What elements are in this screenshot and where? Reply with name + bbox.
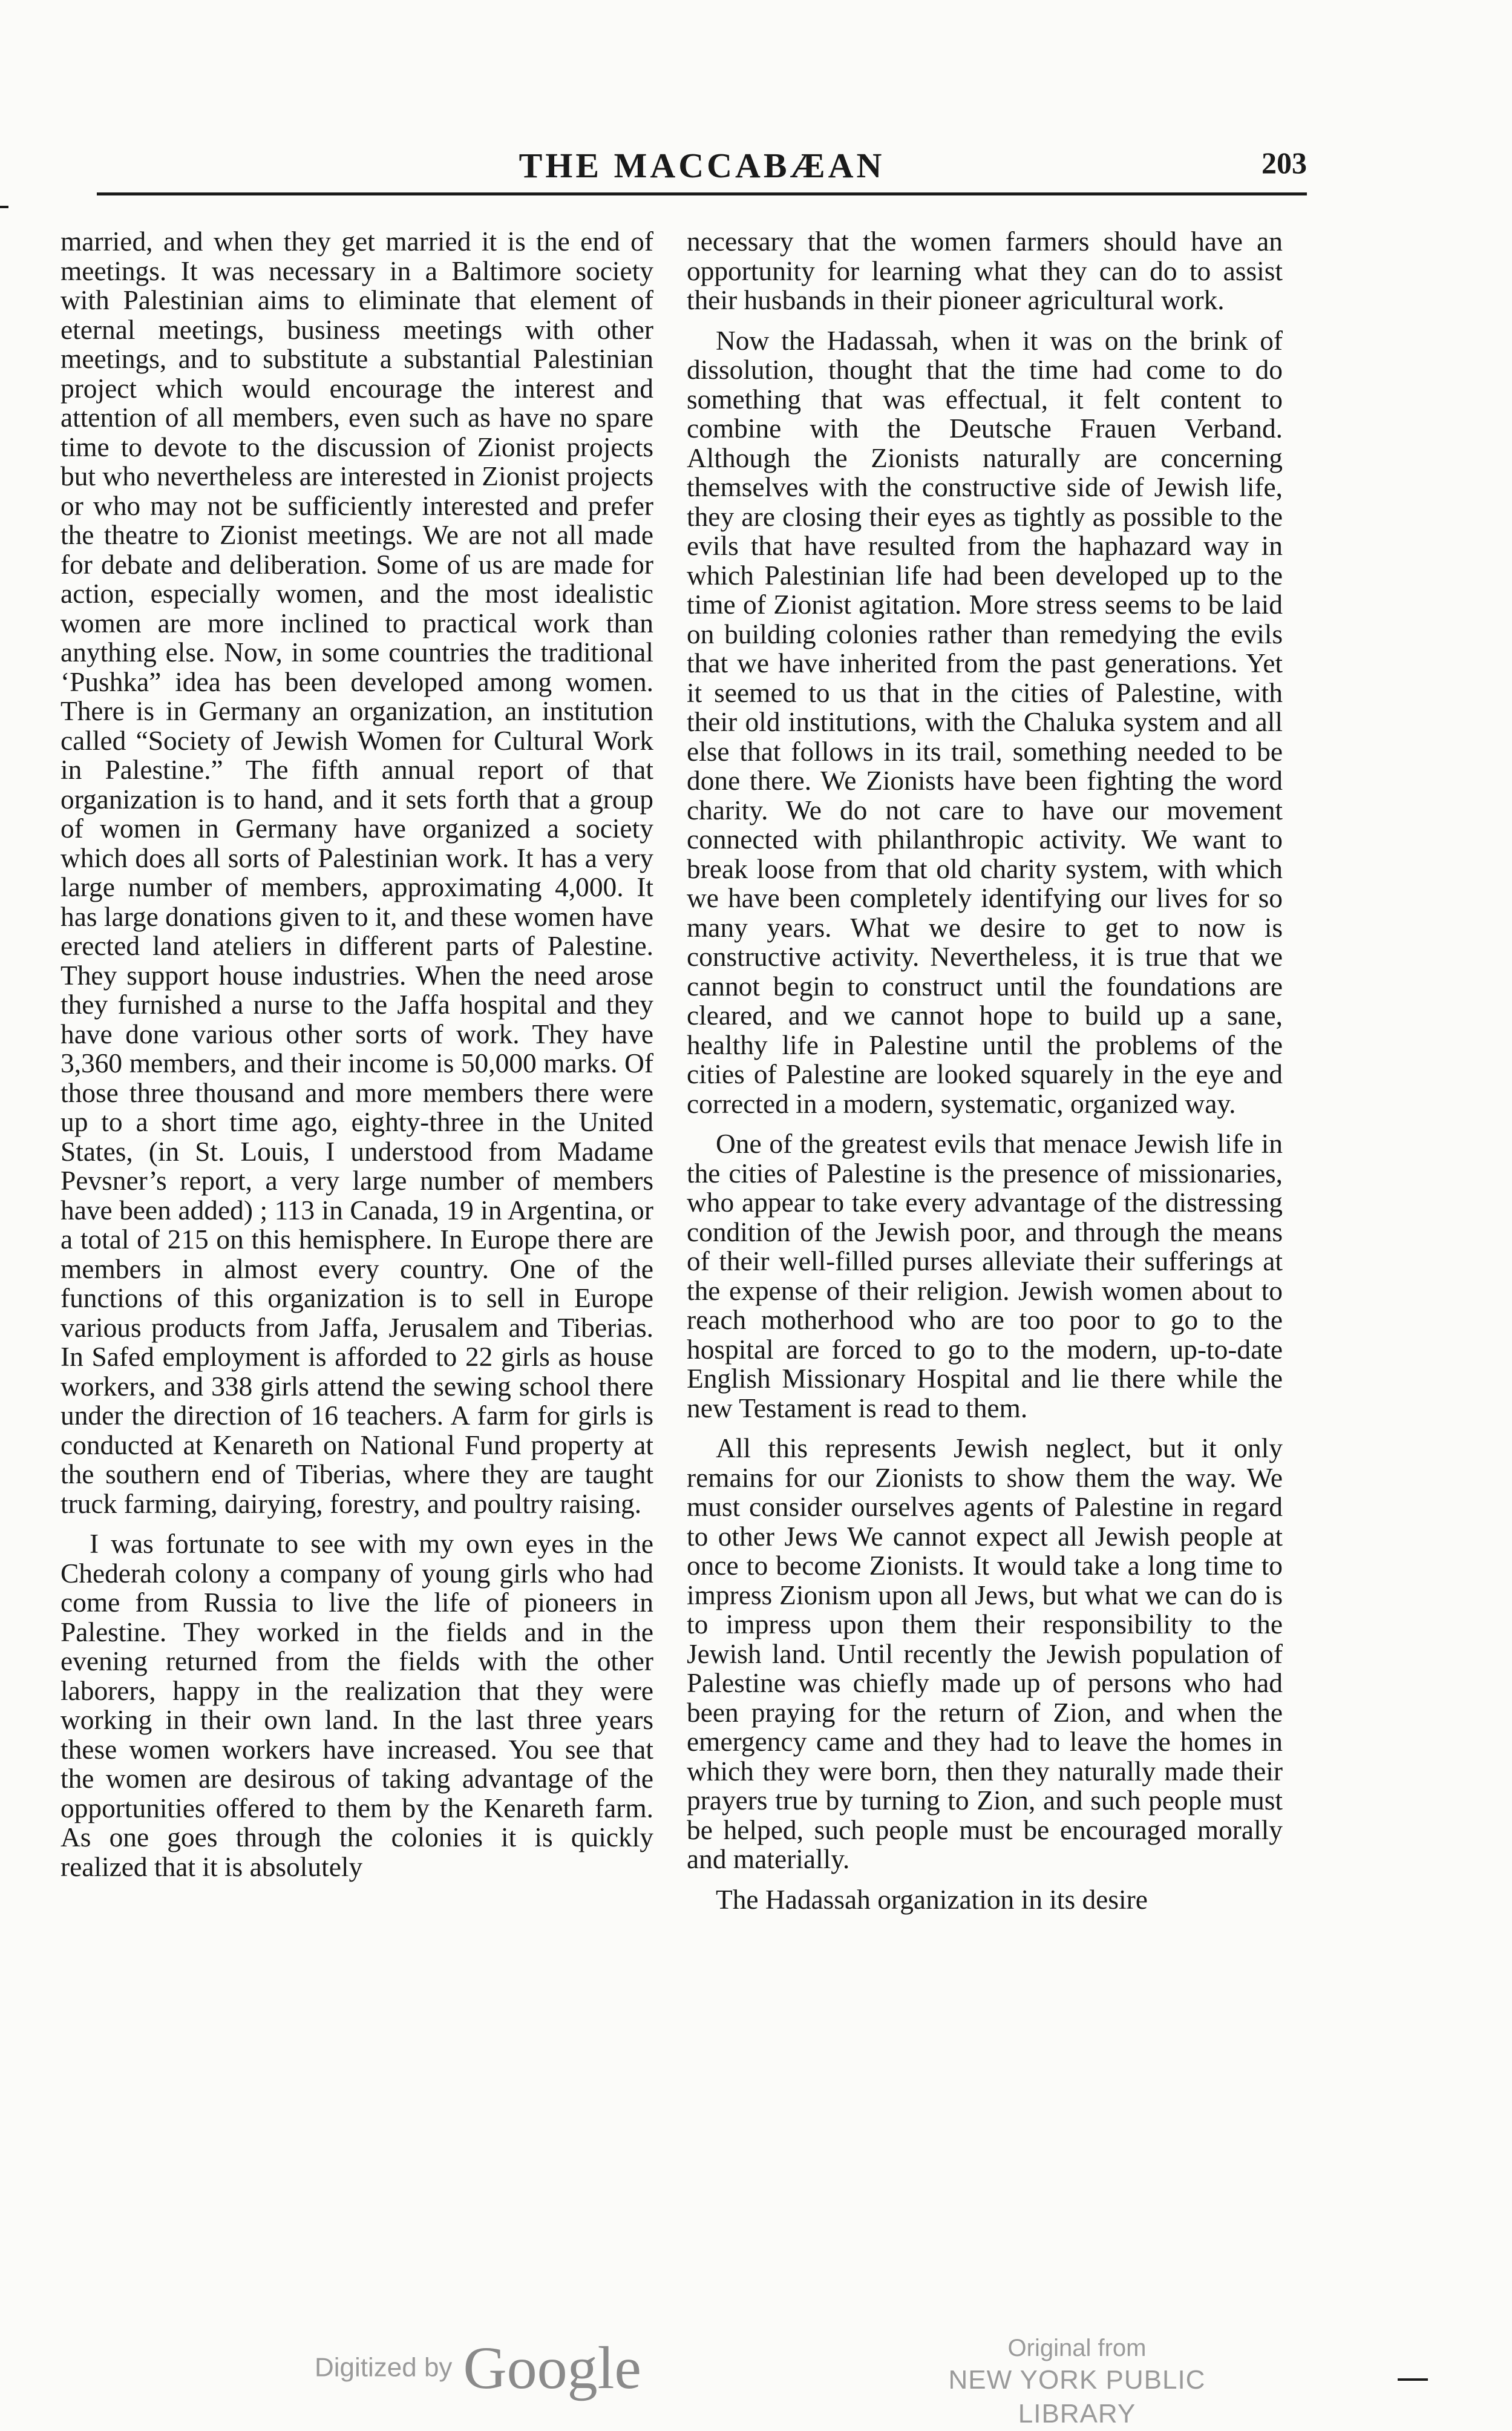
source-notice <box>889 2333 1265 2431</box>
original-from-label: Original from <box>1007 2335 1147 2361</box>
paragraph: The Hadassah organization in its desire <box>716 1884 1148 1915</box>
margin-mark <box>1398 2378 1428 2381</box>
margin-mark <box>0 206 8 208</box>
google-logo: Google <box>463 2334 641 2401</box>
paragraph: One of the greatest evils that menace Jewish life in the cities of Palestine is the presence of missionaries, who appear to take every advantage of the distressing condition of the Jewish poor, and through the means of their well-filled purses alleviate their sufferings at the expense of their religion. Jewish women about to reach motherhood who are too poor to go to the hospital are forced to go to the modern, up-to-date English Missionary Hospital and lie there while the new Testament is read to them. <box>687 1129 1283 1423</box>
left-column <box>61 227 653 1881</box>
header-rule <box>97 192 1307 195</box>
paragraph: necessary that the women farmers should have an opportunity for learning what they can do to assist their husbands in their pioneer agricultural work. <box>687 226 1283 315</box>
page-header <box>97 145 1307 200</box>
paragraph: I was fortunate to see with my own eyes in the Chederah colony a company of young girls who had come from Russia to live the life of pioneers in Palestine. They worked in the fields and in the evening returned from the fields with the other laborers, happy in the realization that they were working in their own land. In the last three years these women workers have increased. You see that the women are desirous of taking advantage of the opportunities offered to them by the Kenareth farm. As one goes through the colonies it is quickly realized that it is absolutely <box>61 1529 653 1882</box>
paragraph: All this represents Jewish neglect, but it only remains for our Zionists to show them the way. We must consider ourselves agents of Palestine in regard to other Jews We cannot expect all Jewish people at once to become Zionists. It would take a long time to impress Zionism upon all Jews, but what we can do is to impress upon them their responsibility to the Jewish land. Until recently the Jewish population of Palestine was chiefly made up of persons who had been praying for the return of Zion, and when the emergency came and they had to leave the homes in which they were born, then they naturally made their prayers true by turning to Zion, and such people must be helped, such people must be encouraged morally and materially. <box>687 1433 1283 1874</box>
right-column <box>687 227 1283 1914</box>
library-name: NEW YORK PUBLIC LIBRARY <box>948 2365 1206 2429</box>
digitization-notice <box>315 2333 641 2403</box>
digitized-by-label: Digitized by <box>315 2352 453 2383</box>
journal-title: THE MACCABÆAN <box>519 146 885 185</box>
paragraph: Now the Hadassah, when it was on the brink of dissolution, thought that the time had come to do something that was effectual, it felt content to combine with the Deutsche Frauen Verband. Although the Zionists naturally are concerning themselves with the constructive side of Jewish life, they are closing their eyes as tightly as possible to the evils that have resulted from the haphazard way in which Palestinian life had been developed up to the time of Zionist agitation. More stress seems to be laid on building colonies rather than remedying the evils that we have inherited from the past generations. Yet it seemed to us that in the cities of Palestine, with their old institutions, with the Chaluka system and all else that follows in its trail, something needed to be done there. We Zionists have been fighting the word charity. We do not care to have our movement connected with philanthropic activity. We want to break loose from that old charity system, with which we have been completely identifying our lives for so many years. What we desire to get to now is constructive activity. Nevertheless, it is true that we cannot begin to construct until the foundations are cleared, and we cannot hope to build up a sane, healthy life in Palestine until the problems of the cities of Palestine are looked squarely in the eye and corrected in a modern, systematic, organized way. <box>687 325 1283 1119</box>
page-number: 203 <box>1262 146 1307 180</box>
paragraph: married, and when they get married it is the end of meetings. It was necessary in a Baltimore society with Palestinian aims to eliminate that element of eternal meetings, business meetings with other meetings, and to substitute a substantial Palestinian project which would encourage the interest and attention of all members, even such as have no spare time to devote to the discussion of Zionist projects but who nevertheless are interested in Zionist projects or who may not be sufficiently interested and prefer the theatre to Zionist meetings. We are not all made for debate and deliberation. Some of us are made for action, especially women, and the most idealistic women are more inclined to practical work than anything else. Now, in some countries the traditional ‘Pushka” idea has been developed among women. There is in Germany an organization, an institution called “Society of Jewish Women for Cultural Work in Palestine.” The fifth annual report of that organization is to hand, and it sets forth that a group of women in Germany have organized a society which does all sorts of Palestinian work. It has a very large number of members, approximating 4,000. It has large donations given to it, and these women have erected land ateliers in different parts of Palestine. They support house industries. When the need arose they furnished a nurse to the Jaffa hospital and they have done various other sorts of work. They have 3,360 members, and their income is 50,000 marks. Of those three thousand and more members there were up to a short time ago, eighty-three in the United States, (in St. Louis, I understood from Madame Pevsner’s report, a very large number of members have been added) ; 113 in Canada, 19 in Argentina, or a total of 215 on this hemisphere. In Europe there are members in almost every country. One of the functions of this organization is to sell in Europe various products from Jaffa, Jerusalem and Tiberias. In Safed employment is afforded to 22 girls as house workers, and 338 girls attend the sewing school there under the direction of 16 teachers. A farm for girls is conducted at Kenareth on National Fund property at the southern end of Tiberias, where they are taught truck farming, dairying, forestry, and poultry raising. <box>61 226 653 1519</box>
